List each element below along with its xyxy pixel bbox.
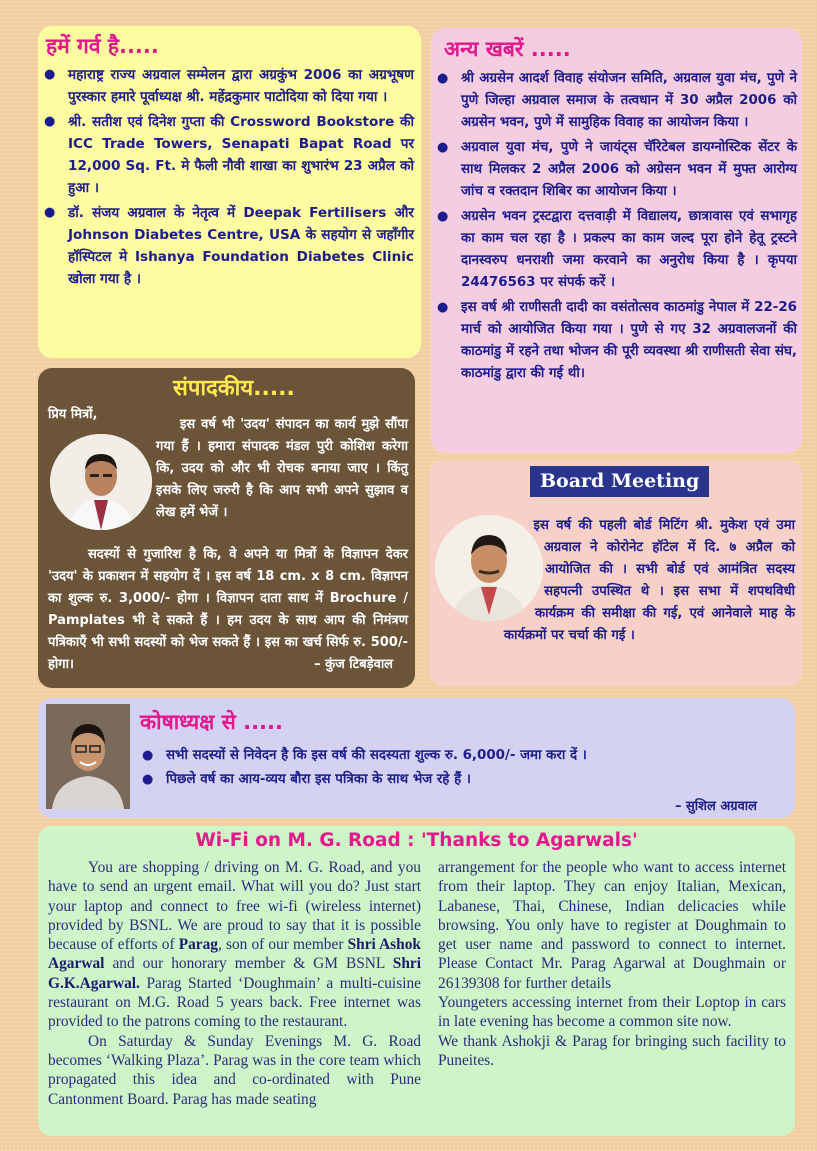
treasurer-box — [38, 698, 795, 818]
other-news-title: अन्य खबरें ..... — [444, 37, 571, 61]
bullet-icon: ● — [437, 209, 449, 224]
proud-list — [44, 64, 414, 293]
treasurer-title: कोषाध्यक्ष से ..... — [140, 710, 283, 734]
list-item: ● सभी सदस्यों से निवेदन है कि इस वर्ष की सदस्यता शुल्क रु. 6,000/- जमा करा दें । — [142, 744, 782, 768]
editor-photo — [50, 434, 152, 530]
wifi-paragraph-3: arrangement for the people who want to access internet from their laptop. They can enjoy Italian, Mexican, Labanese, Thai, Chinese, Indian delicacies while browsing. You only have to register at Doughmain to get user name and password to connect to internet. Please Contact Mr. Parag Agarwal at Doughmain or 26139308 for further details — [438, 859, 786, 992]
treasurer-photo — [46, 704, 130, 809]
bullet-icon: ● — [44, 114, 56, 129]
list-item: ● अग्रसेन भवन ट्रस्टद्वारा दत्तवाड़ी में विद्यालय, छात्रावास एवं सभागृह का काम चल रहा है । प्रकल्प का काम जल्द पूरा होने हेतू ट्रस्टने दानस्वरुप धनराशी जमा करवाने का अनुरोध किया है । कृपया 24476563 पर संपर्क करें । — [437, 206, 797, 294]
proud-news-box — [38, 26, 421, 358]
treasurer-list — [142, 744, 782, 792]
board-member-photo — [435, 515, 543, 621]
treasurer-signature: – सुशिल अग्रवाल — [674, 799, 757, 814]
editorial-paragraph-1: इस वर्ष भी 'उदय' संपादन का कार्य मुझे सौंपा गया हैं । हमारा संपादक मंडल पुरी कोशिश करेगा कि, उदय को और भी रोचक बनाया जाए । किंतु इसके लिए जरुरी है कि आप सभी अपने सुझाव व लेख हमें भेजें । — [156, 417, 408, 520]
list-item: ● महाराष्ट्र राज्य अग्रवाल सम्मेलन द्वारा अग्रकुंभ 2006 का अग्रभूषण पुरस्कार हमारे पूर्वाध्यक्ष श्री. महेंद्रकुमार पाटोदिया को दिया गया । — [44, 64, 414, 108]
bullet-icon: ● — [44, 67, 56, 82]
wifi-paragraph-2: On Saturday & Sunday Evenings M. G. Road becomes ‘Walking Plaza’. Parag was in the core team which propagated this idea and co-ordinated with Pune Cantonment Board. Parag has made seating — [48, 1032, 421, 1108]
board-meeting-text: इस वर्ष की पहली बोर्ड मिटिंग श्री. मुकेश एवं उमा अग्रवाल ने कोरोनेट हॉटेल में दि. ७ अप्रैल को आयोजित की । सभी बोर्ड एवं आमंत्रित सदस्य सहपत्नी उपस्थित थे । इस सभा में शपथविधी कार्यक्रम की समीक्षा की गई, एवं आनेवाले माह के कार्यक्रमों पर चर्चा की गई । — [503, 518, 795, 643]
list-item: ● श्री अग्रसेन आदर्श विवाह संयोजन समिति, अग्रवाल युवा मंच, पुणे ने पुणे जिल्हा अग्रवाल समाज के तत्वधान में 30 अप्रैल 2006 को अग्रसेन भवन, पुणे में सामुहिक विवाह का आयोजन किया । — [437, 68, 797, 134]
editorial-greeting: प्रिय मित्रों, — [48, 407, 98, 422]
wifi-article-box — [38, 826, 795, 1136]
bullet-icon: ● — [142, 772, 154, 787]
editor-portrait-icon — [50, 434, 152, 530]
list-item: ● डॉ. संजय अग्रवाल के नेतृत्व में Deepak Fertilisers और Johnson Diabetes Centre, USA के सहयोग से जहाँगीर हॉस्पिटल मे Ishanya Foundation Diabetes Clinic खोला गया है । — [44, 202, 414, 290]
bullet-icon: ● — [437, 300, 449, 315]
bullet-icon: ● — [437, 140, 449, 155]
editorial-box — [38, 368, 415, 688]
wifi-paragraph-1: You are shopping / driving on M. G. Road, and you have to send an urgent email. What will you do? Just start your laptop and connect to free wi-fi (wireless internet) provided by BSNL. We are proud to say that it is possible because of efforts of Parag, son of our member Shri Ashok Agarwal and our honorary member & GM BSNL Shri G.K.Agarwal. Parag Started ‘Doughmain’ a multi-cuisine restaurant on M.G. Road 5 years back. Free internet was provided to the patrons coming to the restaurant. — [48, 859, 421, 1031]
wifi-paragraph-5: We thank Ashokji & Parag for bringing such facility to Puneites. — [438, 1032, 786, 1069]
list-item: ● पिछले वर्ष का आय-व्यय बौरा इस पत्रिका के साथ भेज रहे हैं । — [142, 768, 782, 792]
board-meeting-title: Board Meeting — [530, 466, 709, 497]
treasurer-portrait-icon — [46, 704, 130, 809]
list-item: ● इस वर्ष श्री राणीसती दादी का वसंतोत्सव काठमांडु नेपाल में 22-26 मार्च को आयोजित किया गया । पुणे से गए 32 अग्रवालजनों की काठमांडु में रहने तथा भोजन की पूरी व्यवस्था श्री राणीसती सेवा संघ, काठमांडु द्वारा की गई थी। — [437, 297, 797, 385]
bullet-icon: ● — [44, 205, 56, 220]
proud-title: हमें गर्व है..... — [46, 34, 159, 58]
other-news-box — [431, 28, 802, 453]
wifi-column-1 — [48, 858, 421, 1109]
editorial-title: संपादकीय..... — [173, 376, 295, 401]
wifi-paragraph-4: Youngeters accessing internet from their Loptop in cars in late evening has become a common site now. — [438, 994, 786, 1031]
editorial-paragraph-2: सदस्यों से गुजारिश है कि, वे अपने या मित्रों के विज्ञापन देकर 'उदय' के प्रकाशन में सहयोग दें । इस वर्ष 18 cm. x 8 cm. विज्ञापन का शुल्क रु. 3,000/- होगा । विज्ञापन दाता साथ में Brochure / Pamplates भी दे सकते हैं । हम उदय के साथ आप की निमंत्रण पत्रिकाएँ भी सभी सदस्यों को भेज सकते हैं । इस का खर्च सिर्फ रु. 500/- होगा। — [48, 547, 408, 672]
wifi-column-2 — [438, 858, 786, 1070]
list-item: ● श्री. सतीश एवं दिनेश गुप्ता की Crossword Bookstore की ICC Trade Towers, Senapati Bapat Road पर 12,000 Sq. Ft. मे फैली नौवी शाखा का शुभारंभ 23 अप्रैल को हुआ । — [44, 111, 414, 199]
bullet-icon: ● — [142, 748, 154, 763]
board-member-portrait-icon — [435, 515, 543, 621]
other-news-list — [437, 68, 797, 388]
editorial-signature: – कुंज टिबड़ेवाल — [314, 657, 393, 672]
wifi-article-title: Wi-Fi on M. G. Road : 'Thanks to Agarwals' — [195, 830, 638, 851]
list-item: ● अग्रवाल युवा मंच, पुणे ने जायंट्स चॅरिटेबल डायग्नोस्टिक सेंटर के साथ मिलकर 2 अप्रैल 2006 को अग्रेसन भवन में मुफ्त आरोग्य जांच व रक्तदान शिबिर का आयोजन किया । — [437, 137, 797, 203]
bullet-icon: ● — [437, 71, 449, 86]
board-meeting-box — [429, 460, 802, 686]
